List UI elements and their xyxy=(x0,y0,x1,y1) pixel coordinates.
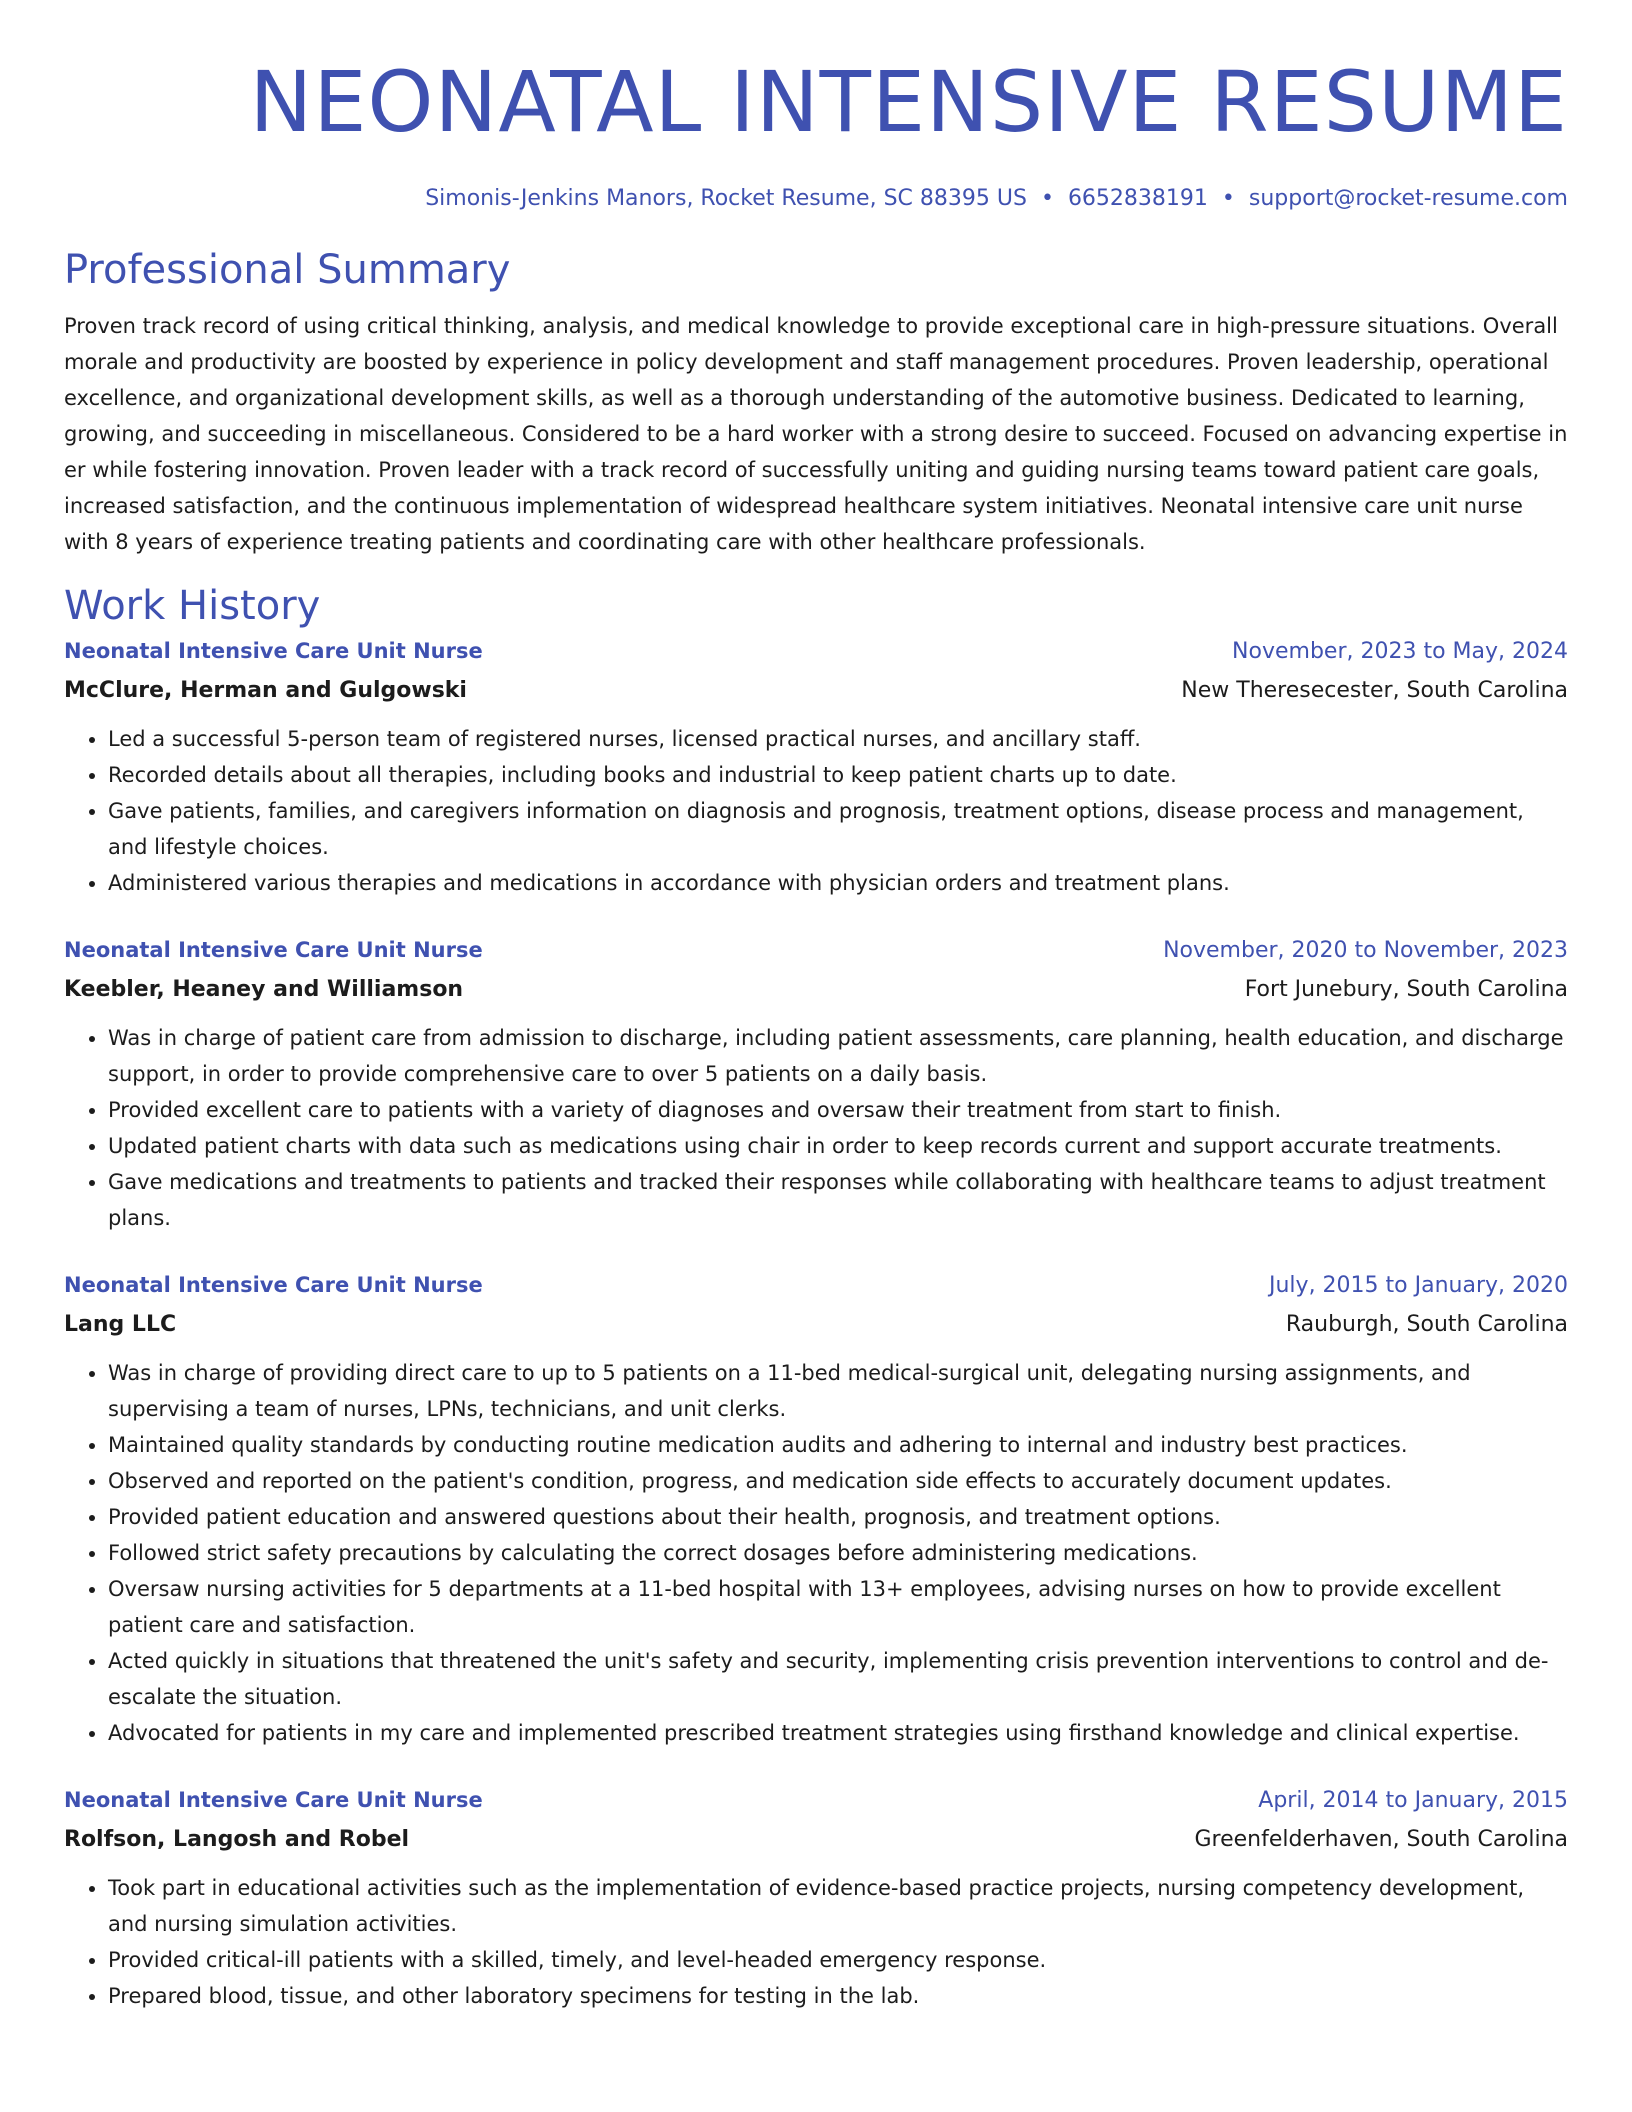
job-entry xyxy=(64,1781,1568,2014)
job-header xyxy=(64,1781,1568,1820)
job-title: Neonatal Intensive Care Unit Nurse xyxy=(64,938,483,962)
summary-heading: Professional Summary xyxy=(64,247,511,293)
job-bullet: • Followed strict safety precautions by calculating the correct dosages before administering medications. xyxy=(108,1535,1568,1571)
job-bullet: • Oversaw nursing activities for 5 departments at a 11-bed hospital with 13+ employees, advising nurses on how to provide excellent patient care and satisfaction. xyxy=(108,1571,1568,1643)
job-header xyxy=(64,1266,1568,1305)
job-bullet: • Took part in educational activities such as the implementation of evidence-based practice projects, nursing competency development, and nursing simulation activities. xyxy=(108,1870,1568,1942)
job-employer-row xyxy=(64,970,1568,1010)
job-bullet: • Provided patient education and answered questions about their health, prognosis, and treatment options. xyxy=(108,1499,1568,1535)
job-bullet: • Maintained quality standards by conducting routine medication audits and adhering to internal and industry best practices. xyxy=(108,1427,1568,1463)
job-dates: April, 2014 to January, 2015 xyxy=(1258,1788,1568,1813)
job-bullet-list xyxy=(64,1020,1568,1236)
work-history-list xyxy=(64,632,1568,2014)
job-header xyxy=(64,931,1568,970)
resume-title: NEONATAL INTENSIVE RESUME xyxy=(249,53,1568,151)
job-bullet: • Provided excellent care to patients with a variety of diagnoses and oversaw their treatment from start to finish. xyxy=(108,1092,1568,1128)
job-bullet: • Recorded details about all therapies, including books and industrial to keep patient charts up to date. xyxy=(108,757,1568,793)
job-company: McClure, Herman and Gulgowski xyxy=(64,678,467,703)
job-bullet: • Prepared blood, tissue, and other laboratory specimens for testing in the lab. xyxy=(108,1978,1568,2014)
contact-separator: • xyxy=(1040,186,1054,211)
job-location: Fort Junebury, South Carolina xyxy=(1244,977,1568,1002)
job-bullet: • Advocated for patients in my care and implemented prescribed treatment strategies using firsthand knowledge and clinical expertise. xyxy=(108,1715,1568,1751)
resume-page xyxy=(64,0,1568,2044)
job-bullet: • Observed and reported on the patient's condition, progress, and medication side effects to accurately document updates. xyxy=(108,1463,1568,1499)
summary-text: Proven track record of using critical thinking, analysis, and medical knowledge to provide exceptional care in high-pressure situations. Overall morale and productivity are boosted by experience in policy development and staff management procedures. Proven leadership, operational excellence, and organizational development skills, as well as a thorough understanding of the automotive business. Dedicated to learning, growing, and succeeding in miscellaneous. Considered to be a hard worker with a strong desire to succeed. Focused on advancing expertise in er while fostering innovation. Proven leader with a track record of successfully uniting and guiding nursing teams toward patient care goals, increased satisfaction, and the continuous implementation of widespread healthcare system initiatives. Neonatal intensive care unit nurse with 8 years of experience treating patients and coordinating care with other healthcare professionals. xyxy=(64,314,1568,554)
job-bullet: • Was in charge of providing direct care to up to 5 patients on a 11-bed medical-surgical unit, delegating nursing assignments, and supervising a team of nurses, LPNs, technicians, and unit clerks. xyxy=(108,1355,1568,1427)
contact-email[interactable]: support@rocket-resume.com xyxy=(1248,186,1568,211)
job-entry xyxy=(64,1266,1568,1751)
job-entry xyxy=(64,931,1568,1236)
work-history-heading: Work History xyxy=(64,583,321,629)
job-bullet: • Led a successful 5-person team of registered nurses, licensed practical nurses, and ancillary staff. xyxy=(108,721,1568,757)
job-company: Lang LLC xyxy=(64,1312,177,1337)
job-employer-row xyxy=(64,1820,1568,1860)
job-location: Rauburgh, South Carolina xyxy=(1285,1312,1568,1337)
job-company: Rolfson, Langosh and Robel xyxy=(64,1827,410,1852)
job-bullet: • Updated patient charts with data such as medications using chair in order to keep records current and support accurate treatments. xyxy=(108,1128,1568,1164)
job-bullet: • Gave medications and treatments to patients and tracked their responses while collaborating with healthcare teams to adjust treatment plans. xyxy=(108,1164,1568,1236)
job-bullet: • Was in charge of patient care from admission to discharge, including patient assessments, care planning, health education, and discharge support, in order to provide comprehensive care to over 5 patients on a daily basis. xyxy=(108,1020,1568,1092)
job-bullet: • Gave patients, families, and caregivers information on diagnosis and prognosis, treatment options, disease process and management, and lifestyle choices. xyxy=(108,793,1568,865)
job-title: Neonatal Intensive Care Unit Nurse xyxy=(64,1788,483,1812)
job-bullet-list xyxy=(64,1355,1568,1751)
job-bullet-list xyxy=(64,721,1568,901)
job-dates: July, 2015 to January, 2020 xyxy=(1269,1273,1568,1298)
contact-separator: • xyxy=(1221,186,1235,211)
job-company: Keebler, Heaney and Williamson xyxy=(64,977,464,1002)
job-entry xyxy=(64,632,1568,901)
contact-address: Simonis-Jenkins Manors, Rocket Resume, SC 88395 US xyxy=(425,186,1027,211)
job-location: Greenfelderhaven, South Carolina xyxy=(1194,1827,1568,1852)
job-employer-row xyxy=(64,671,1568,711)
contact-line xyxy=(64,182,1568,216)
job-header xyxy=(64,632,1568,671)
job-employer-row xyxy=(64,1305,1568,1345)
job-dates: November, 2020 to November, 2023 xyxy=(1163,938,1568,963)
contact-phone: 6652838191 xyxy=(1067,186,1208,211)
job-title: Neonatal Intensive Care Unit Nurse xyxy=(64,1273,483,1297)
job-bullet: • Provided critical-ill patients with a skilled, timely, and level-headed emergency response. xyxy=(108,1942,1568,1978)
job-title: Neonatal Intensive Care Unit Nurse xyxy=(64,639,483,663)
job-location: New Theresecester, South Carolina xyxy=(1181,678,1568,703)
job-bullet: • Administered various therapies and medications in accordance with physician orders and treatment plans. xyxy=(108,865,1568,901)
job-bullet-list xyxy=(64,1870,1568,2014)
job-dates: November, 2023 to May, 2024 xyxy=(1232,639,1568,664)
job-bullet: • Acted quickly in situations that threatened the unit's safety and security, implementing crisis prevention interventions to control and de-escalate the situation. xyxy=(108,1643,1568,1715)
